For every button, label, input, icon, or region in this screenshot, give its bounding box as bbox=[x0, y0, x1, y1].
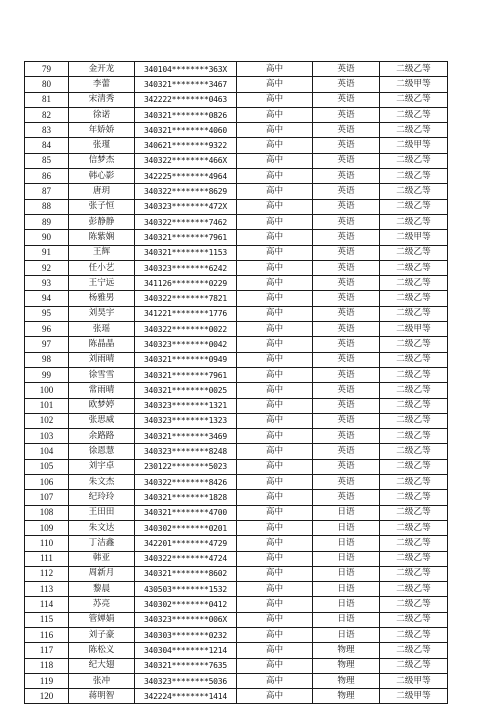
id-number-cell: 340302********0201 bbox=[135, 520, 237, 535]
name-cell: 王宁远 bbox=[69, 276, 135, 291]
school-level-cell: 高中 bbox=[237, 306, 313, 321]
school-level-cell: 高中 bbox=[237, 505, 313, 520]
table-row bbox=[25, 398, 448, 413]
school-level-cell: 高中 bbox=[237, 291, 313, 306]
subject-cell: 英语 bbox=[313, 153, 380, 168]
name-cell: 丁洁鑫 bbox=[69, 536, 135, 551]
id-number-cell: 340321********4060 bbox=[135, 123, 237, 138]
school-level-cell: 高中 bbox=[237, 107, 313, 122]
subject-cell: 英语 bbox=[313, 245, 380, 260]
subject-cell: 日语 bbox=[313, 551, 380, 566]
row-number-cell: 104 bbox=[25, 444, 69, 459]
id-number-cell: 340321********7961 bbox=[135, 230, 237, 245]
row-number-cell: 101 bbox=[25, 398, 69, 413]
table-row bbox=[25, 153, 448, 168]
row-number-cell: 91 bbox=[25, 245, 69, 260]
school-level-cell: 高中 bbox=[237, 337, 313, 352]
grade-cell: 二级乙等 bbox=[380, 199, 448, 214]
subject-cell: 英语 bbox=[313, 352, 380, 367]
grade-cell: 二级乙等 bbox=[380, 92, 448, 107]
name-cell: 管婵娟 bbox=[69, 612, 135, 627]
table-row bbox=[25, 276, 448, 291]
subject-cell: 日语 bbox=[313, 612, 380, 627]
id-number-cell: 340321********4700 bbox=[135, 505, 237, 520]
school-level-cell: 高中 bbox=[237, 184, 313, 199]
school-level-cell: 高中 bbox=[237, 245, 313, 260]
school-level-cell: 高中 bbox=[237, 597, 313, 612]
id-number-cell: 340321********3467 bbox=[135, 77, 237, 92]
grade-cell: 二级乙等 bbox=[380, 429, 448, 444]
grade-cell: 二级乙等 bbox=[380, 612, 448, 627]
grade-cell: 二级乙等 bbox=[380, 245, 448, 260]
table-row bbox=[25, 429, 448, 444]
school-level-cell: 高中 bbox=[237, 413, 313, 428]
subject-cell: 日语 bbox=[313, 520, 380, 535]
school-level-cell: 高中 bbox=[237, 658, 313, 673]
school-level-cell: 高中 bbox=[237, 92, 313, 107]
school-level-cell: 高中 bbox=[237, 475, 313, 490]
row-number-cell: 85 bbox=[25, 153, 69, 168]
subject-cell: 英语 bbox=[313, 230, 380, 245]
school-level-cell: 高中 bbox=[237, 260, 313, 275]
row-number-cell: 82 bbox=[25, 107, 69, 122]
grade-cell: 二级乙等 bbox=[380, 475, 448, 490]
row-number-cell: 120 bbox=[25, 689, 69, 704]
school-level-cell: 高中 bbox=[237, 566, 313, 581]
table-row bbox=[25, 306, 448, 321]
grade-cell: 二级乙等 bbox=[380, 383, 448, 398]
results-table bbox=[24, 61, 448, 704]
school-level-cell: 高中 bbox=[237, 123, 313, 138]
id-number-cell: 340321********3469 bbox=[135, 429, 237, 444]
id-number-cell: 340322********7821 bbox=[135, 291, 237, 306]
grade-cell: 二级乙等 bbox=[380, 398, 448, 413]
name-cell: 王田田 bbox=[69, 505, 135, 520]
subject-cell: 物理 bbox=[313, 658, 380, 673]
school-level-cell: 高中 bbox=[237, 214, 313, 229]
name-cell: 李蕾 bbox=[69, 77, 135, 92]
grade-cell: 二级乙等 bbox=[380, 413, 448, 428]
name-cell: 刘雨晴 bbox=[69, 352, 135, 367]
table-row bbox=[25, 413, 448, 428]
row-number-cell: 117 bbox=[25, 643, 69, 658]
school-level-cell: 高中 bbox=[237, 536, 313, 551]
table-row bbox=[25, 62, 448, 77]
id-number-cell: 430503********1532 bbox=[135, 582, 237, 597]
subject-cell: 英语 bbox=[313, 322, 380, 337]
id-number-cell: 342225********4964 bbox=[135, 169, 237, 184]
table-row bbox=[25, 184, 448, 199]
subject-cell: 日语 bbox=[313, 566, 380, 581]
table-row bbox=[25, 475, 448, 490]
subject-cell: 英语 bbox=[313, 276, 380, 291]
grade-cell: 二级乙等 bbox=[380, 566, 448, 581]
row-number-cell: 81 bbox=[25, 92, 69, 107]
name-cell: 徐恩慧 bbox=[69, 444, 135, 459]
name-cell: 苏亮 bbox=[69, 597, 135, 612]
id-number-cell: 340321********7961 bbox=[135, 367, 237, 382]
subject-cell: 英语 bbox=[313, 92, 380, 107]
id-number-cell: 340321********0826 bbox=[135, 107, 237, 122]
grade-cell: 二级乙等 bbox=[380, 551, 448, 566]
grade-cell: 二级甲等 bbox=[380, 230, 448, 245]
subject-cell: 英语 bbox=[313, 490, 380, 505]
subject-cell: 英语 bbox=[313, 169, 380, 184]
name-cell: 张思威 bbox=[69, 413, 135, 428]
row-number-cell: 115 bbox=[25, 612, 69, 627]
row-number-cell: 103 bbox=[25, 429, 69, 444]
row-number-cell: 109 bbox=[25, 520, 69, 535]
grade-cell: 二级乙等 bbox=[380, 169, 448, 184]
name-cell: 陈松义 bbox=[69, 643, 135, 658]
row-number-cell: 118 bbox=[25, 658, 69, 673]
name-cell: 刘昊宇 bbox=[69, 306, 135, 321]
id-number-cell: 340323********472X bbox=[135, 199, 237, 214]
id-number-cell: 340621********9322 bbox=[135, 138, 237, 153]
table-row bbox=[25, 490, 448, 505]
table-row bbox=[25, 612, 448, 627]
school-level-cell: 高中 bbox=[237, 444, 313, 459]
table-row bbox=[25, 689, 448, 704]
subject-cell: 英语 bbox=[313, 413, 380, 428]
subject-cell: 英语 bbox=[313, 77, 380, 92]
id-number-cell: 340322********8426 bbox=[135, 475, 237, 490]
row-number-cell: 94 bbox=[25, 291, 69, 306]
row-number-cell: 114 bbox=[25, 597, 69, 612]
subject-cell: 英语 bbox=[313, 123, 380, 138]
table-row bbox=[25, 92, 448, 107]
subject-cell: 英语 bbox=[313, 383, 380, 398]
school-level-cell: 高中 bbox=[237, 551, 313, 566]
grade-cell: 二级乙等 bbox=[380, 123, 448, 138]
row-number-cell: 80 bbox=[25, 77, 69, 92]
table-row bbox=[25, 199, 448, 214]
school-level-cell: 高中 bbox=[237, 383, 313, 398]
id-number-cell: 340303********0232 bbox=[135, 627, 237, 642]
subject-cell: 英语 bbox=[313, 429, 380, 444]
grade-cell: 二级乙等 bbox=[380, 291, 448, 306]
name-cell: 张子恒 bbox=[69, 199, 135, 214]
grade-cell: 二级乙等 bbox=[380, 597, 448, 612]
name-cell: 张瑾 bbox=[69, 138, 135, 153]
row-number-cell: 89 bbox=[25, 214, 69, 229]
school-level-cell: 高中 bbox=[237, 398, 313, 413]
name-cell: 张冲 bbox=[69, 673, 135, 688]
table-row bbox=[25, 658, 448, 673]
school-level-cell: 高中 bbox=[237, 627, 313, 642]
subject-cell: 英语 bbox=[313, 459, 380, 474]
school-level-cell: 高中 bbox=[237, 322, 313, 337]
grade-cell: 二级乙等 bbox=[380, 276, 448, 291]
table-row bbox=[25, 536, 448, 551]
grade-cell: 二级甲等 bbox=[380, 322, 448, 337]
name-cell: 陈紫娴 bbox=[69, 230, 135, 245]
school-level-cell: 高中 bbox=[237, 459, 313, 474]
grade-cell: 二级乙等 bbox=[380, 62, 448, 77]
name-cell: 金开龙 bbox=[69, 62, 135, 77]
subject-cell: 日语 bbox=[313, 505, 380, 520]
row-number-cell: 96 bbox=[25, 322, 69, 337]
id-number-cell: 340323********6242 bbox=[135, 260, 237, 275]
name-cell: 徐雪雪 bbox=[69, 367, 135, 382]
grade-cell: 二级乙等 bbox=[380, 153, 448, 168]
grade-cell: 二级乙等 bbox=[380, 352, 448, 367]
id-number-cell: 340322********4724 bbox=[135, 551, 237, 566]
school-level-cell: 高中 bbox=[237, 169, 313, 184]
row-number-cell: 106 bbox=[25, 475, 69, 490]
table-row bbox=[25, 520, 448, 535]
row-number-cell: 110 bbox=[25, 536, 69, 551]
row-number-cell: 95 bbox=[25, 306, 69, 321]
id-number-cell: 342224********1414 bbox=[135, 689, 237, 704]
school-level-cell: 高中 bbox=[237, 153, 313, 168]
name-cell: 余路路 bbox=[69, 429, 135, 444]
row-number-cell: 87 bbox=[25, 184, 69, 199]
name-cell: 朱文达 bbox=[69, 520, 135, 535]
id-number-cell: 340321********8602 bbox=[135, 566, 237, 581]
row-number-cell: 100 bbox=[25, 383, 69, 398]
school-level-cell: 高中 bbox=[237, 276, 313, 291]
table-row bbox=[25, 77, 448, 92]
table-row bbox=[25, 138, 448, 153]
school-level-cell: 高中 bbox=[237, 352, 313, 367]
name-cell: 蒋明智 bbox=[69, 689, 135, 704]
name-cell: 张瑶 bbox=[69, 322, 135, 337]
table-row bbox=[25, 230, 448, 245]
school-level-cell: 高中 bbox=[237, 77, 313, 92]
name-cell: 纪玲玲 bbox=[69, 490, 135, 505]
school-level-cell: 高中 bbox=[237, 138, 313, 153]
table-row bbox=[25, 123, 448, 138]
table-row bbox=[25, 643, 448, 658]
table-row bbox=[25, 291, 448, 306]
name-cell: 年娇娇 bbox=[69, 123, 135, 138]
id-number-cell: 340321********1153 bbox=[135, 245, 237, 260]
grade-cell: 二级乙等 bbox=[380, 658, 448, 673]
id-number-cell: 340304********1214 bbox=[135, 643, 237, 658]
row-number-cell: 112 bbox=[25, 566, 69, 581]
name-cell: 欧梦婷 bbox=[69, 398, 135, 413]
subject-cell: 英语 bbox=[313, 214, 380, 229]
table-row bbox=[25, 383, 448, 398]
table-row bbox=[25, 627, 448, 642]
school-level-cell: 高中 bbox=[237, 429, 313, 444]
subject-cell: 英语 bbox=[313, 260, 380, 275]
row-number-cell: 86 bbox=[25, 169, 69, 184]
id-number-cell: 340321********7635 bbox=[135, 658, 237, 673]
subject-cell: 英语 bbox=[313, 199, 380, 214]
table-row bbox=[25, 245, 448, 260]
id-number-cell: 340321********1828 bbox=[135, 490, 237, 505]
row-number-cell: 108 bbox=[25, 505, 69, 520]
name-cell: 朱文杰 bbox=[69, 475, 135, 490]
row-number-cell: 116 bbox=[25, 627, 69, 642]
subject-cell: 日语 bbox=[313, 627, 380, 642]
id-number-cell: 340302********0412 bbox=[135, 597, 237, 612]
id-number-cell: 340321********0025 bbox=[135, 383, 237, 398]
school-level-cell: 高中 bbox=[237, 367, 313, 382]
row-number-cell: 92 bbox=[25, 260, 69, 275]
school-level-cell: 高中 bbox=[237, 490, 313, 505]
subject-cell: 英语 bbox=[313, 475, 380, 490]
row-number-cell: 111 bbox=[25, 551, 69, 566]
grade-cell: 二级乙等 bbox=[380, 260, 448, 275]
table-row bbox=[25, 459, 448, 474]
grade-cell: 二级乙等 bbox=[380, 643, 448, 658]
subject-cell: 物理 bbox=[313, 673, 380, 688]
id-number-cell: 230122********5023 bbox=[135, 459, 237, 474]
id-number-cell: 340322********7462 bbox=[135, 214, 237, 229]
id-number-cell: 342222********0463 bbox=[135, 92, 237, 107]
subject-cell: 英语 bbox=[313, 291, 380, 306]
name-cell: 徐诺 bbox=[69, 107, 135, 122]
table-row bbox=[25, 505, 448, 520]
name-cell: 任小艺 bbox=[69, 260, 135, 275]
subject-cell: 英语 bbox=[313, 138, 380, 153]
school-level-cell: 高中 bbox=[237, 612, 313, 627]
grade-cell: 二级乙等 bbox=[380, 582, 448, 597]
id-number-cell: 341221********1776 bbox=[135, 306, 237, 321]
subject-cell: 英语 bbox=[313, 337, 380, 352]
subject-cell: 英语 bbox=[313, 62, 380, 77]
school-level-cell: 高中 bbox=[237, 520, 313, 535]
subject-cell: 英语 bbox=[313, 398, 380, 413]
name-cell: 韩亚 bbox=[69, 551, 135, 566]
school-level-cell: 高中 bbox=[237, 62, 313, 77]
grade-cell: 二级乙等 bbox=[380, 505, 448, 520]
id-number-cell: 340323********006X bbox=[135, 612, 237, 627]
grade-cell: 二级乙等 bbox=[380, 184, 448, 199]
grade-cell: 二级乙等 bbox=[380, 536, 448, 551]
subject-cell: 英语 bbox=[313, 444, 380, 459]
id-number-cell: 340323********5036 bbox=[135, 673, 237, 688]
grade-cell: 二级乙等 bbox=[380, 627, 448, 642]
grade-cell: 二级乙等 bbox=[380, 306, 448, 321]
subject-cell: 英语 bbox=[313, 184, 380, 199]
row-number-cell: 97 bbox=[25, 337, 69, 352]
id-number-cell: 342201********4729 bbox=[135, 536, 237, 551]
subject-cell: 日语 bbox=[313, 582, 380, 597]
grade-cell: 二级乙等 bbox=[380, 490, 448, 505]
name-cell: 刘子豪 bbox=[69, 627, 135, 642]
subject-cell: 日语 bbox=[313, 536, 380, 551]
grade-cell: 二级甲等 bbox=[380, 673, 448, 688]
subject-cell: 英语 bbox=[313, 367, 380, 382]
grade-cell: 二级乙等 bbox=[380, 214, 448, 229]
id-number-cell: 340104********363X bbox=[135, 62, 237, 77]
subject-cell: 英语 bbox=[313, 306, 380, 321]
row-number-cell: 102 bbox=[25, 413, 69, 428]
subject-cell: 物理 bbox=[313, 643, 380, 658]
id-number-cell: 340323********0042 bbox=[135, 337, 237, 352]
id-number-cell: 341126********0229 bbox=[135, 276, 237, 291]
table-row bbox=[25, 260, 448, 275]
school-level-cell: 高中 bbox=[237, 689, 313, 704]
grade-cell: 二级甲等 bbox=[380, 689, 448, 704]
table-row bbox=[25, 582, 448, 597]
subject-cell: 日语 bbox=[313, 597, 380, 612]
grade-cell: 二级乙等 bbox=[380, 337, 448, 352]
table-row bbox=[25, 444, 448, 459]
subject-cell: 英语 bbox=[313, 107, 380, 122]
school-level-cell: 高中 bbox=[237, 199, 313, 214]
id-number-cell: 340321********0949 bbox=[135, 352, 237, 367]
name-cell: 常雨晴 bbox=[69, 383, 135, 398]
name-cell: 黎晨 bbox=[69, 582, 135, 597]
id-number-cell: 340322********466X bbox=[135, 153, 237, 168]
table-row bbox=[25, 551, 448, 566]
table-row bbox=[25, 673, 448, 688]
id-number-cell: 340323********1323 bbox=[135, 413, 237, 428]
school-level-cell: 高中 bbox=[237, 643, 313, 658]
name-cell: 刘宇卓 bbox=[69, 459, 135, 474]
grade-cell: 二级乙等 bbox=[380, 444, 448, 459]
table-row bbox=[25, 107, 448, 122]
grade-cell: 二级甲等 bbox=[380, 138, 448, 153]
school-level-cell: 高中 bbox=[237, 230, 313, 245]
row-number-cell: 107 bbox=[25, 490, 69, 505]
grade-cell: 二级乙等 bbox=[380, 367, 448, 382]
row-number-cell: 98 bbox=[25, 352, 69, 367]
row-number-cell: 83 bbox=[25, 123, 69, 138]
table-row bbox=[25, 169, 448, 184]
school-level-cell: 高中 bbox=[237, 673, 313, 688]
grade-cell: 二级乙等 bbox=[380, 459, 448, 474]
name-cell: 宋清秀 bbox=[69, 92, 135, 107]
row-number-cell: 90 bbox=[25, 230, 69, 245]
table-row bbox=[25, 214, 448, 229]
table-body bbox=[25, 62, 448, 704]
name-cell: 纪大翅 bbox=[69, 658, 135, 673]
name-cell: 唐玥 bbox=[69, 184, 135, 199]
name-cell: 王辉 bbox=[69, 245, 135, 260]
id-number-cell: 340322********8629 bbox=[135, 184, 237, 199]
school-level-cell: 高中 bbox=[237, 582, 313, 597]
name-cell: 杨雅男 bbox=[69, 291, 135, 306]
row-number-cell: 93 bbox=[25, 276, 69, 291]
row-number-cell: 119 bbox=[25, 673, 69, 688]
grade-cell: 二级甲等 bbox=[380, 77, 448, 92]
table-row bbox=[25, 352, 448, 367]
grade-cell: 二级乙等 bbox=[380, 107, 448, 122]
table-row bbox=[25, 322, 448, 337]
table-row bbox=[25, 597, 448, 612]
table-row bbox=[25, 367, 448, 382]
name-cell: 彭静静 bbox=[69, 214, 135, 229]
row-number-cell: 105 bbox=[25, 459, 69, 474]
row-number-cell: 113 bbox=[25, 582, 69, 597]
row-number-cell: 79 bbox=[25, 62, 69, 77]
name-cell: 信梦杰 bbox=[69, 153, 135, 168]
name-cell: 韩心影 bbox=[69, 169, 135, 184]
subject-cell: 物理 bbox=[313, 689, 380, 704]
row-number-cell: 88 bbox=[25, 199, 69, 214]
id-number-cell: 340322********0022 bbox=[135, 322, 237, 337]
name-cell: 周新月 bbox=[69, 566, 135, 581]
row-number-cell: 99 bbox=[25, 367, 69, 382]
table-row bbox=[25, 337, 448, 352]
name-cell: 陈晶晶 bbox=[69, 337, 135, 352]
row-number-cell: 84 bbox=[25, 138, 69, 153]
table-row bbox=[25, 566, 448, 581]
id-number-cell: 340323********8248 bbox=[135, 444, 237, 459]
id-number-cell: 340323********1321 bbox=[135, 398, 237, 413]
grade-cell: 二级乙等 bbox=[380, 520, 448, 535]
